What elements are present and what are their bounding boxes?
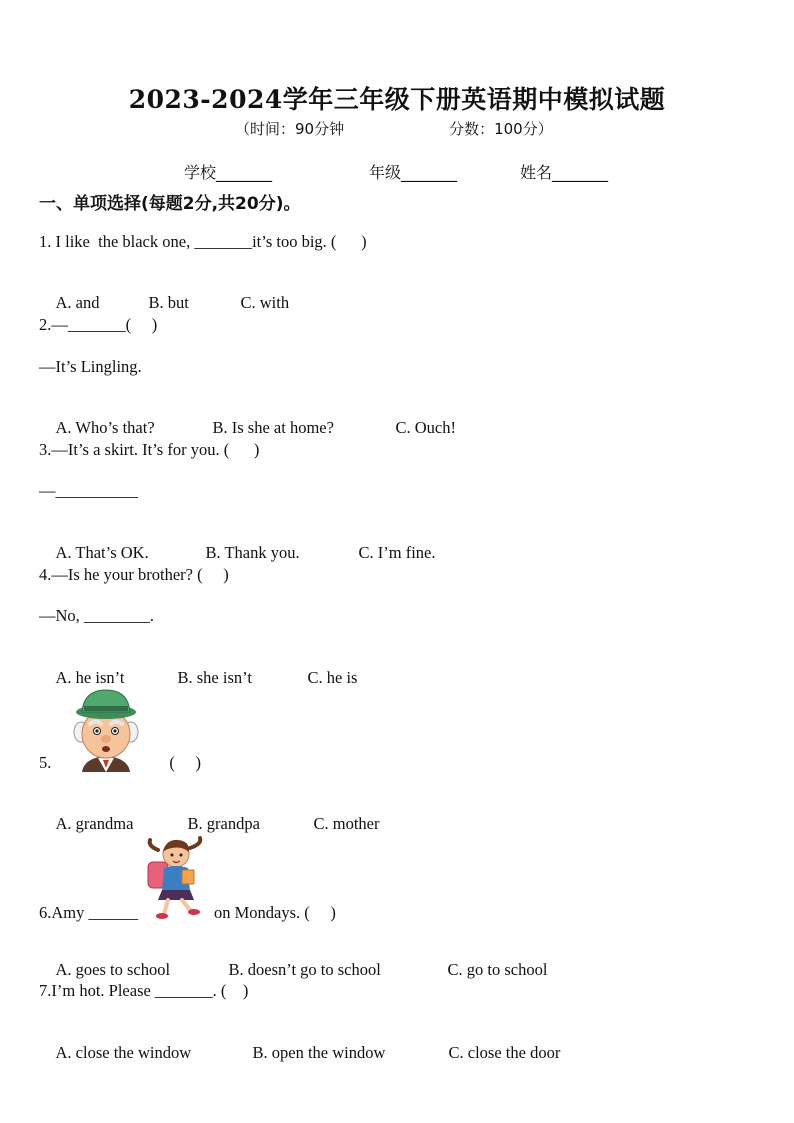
question-7-options [39,1023,560,1083]
option-c: C. mother [313,814,380,833]
exam-subtitle [235,118,553,139]
option-a: A. he isn’t [55,668,125,687]
option-a: A. and [55,293,100,312]
option-a: A. That’s OK. [55,543,149,562]
exam-title: 2023-2024学年三年级下册英语期中模拟试题 [128,85,666,114]
exam-score: 分数：100分） [449,120,553,138]
question-1-stem: 1. I like the black one, _______it’s too big. ( ) [39,232,367,251]
option-b: B. but [148,293,189,312]
grade-field: 年级_______ [369,163,458,182]
question-3-stem: 3.—It’s a skirt. It’s for you. ( ) [39,440,260,459]
question-4-reply: —No, ________. [39,606,155,625]
option-c: C. I’m fine. [358,543,436,562]
option-b: B. grandpa [187,814,260,833]
question-5-stem [39,753,201,773]
question-6-stem [39,903,336,923]
option-b: B. Is she at home? [212,418,334,437]
school-field: 学校_______ [184,163,273,182]
option-b: B. Thank you. [205,543,300,562]
question-2-reply: —It’s Lingling. [39,357,142,376]
option-c: C. with [240,293,290,312]
option-a: A. Who’s that? [55,418,155,437]
exam-time: （时间：90分钟 [235,120,345,138]
option-b: B. she isn’t [177,668,252,687]
option-a: A. goes to school [55,960,171,979]
option-a: A. grandma [55,814,134,833]
section-title: 一、单项选择(每题2分,共20分)。 [39,194,301,214]
question-5-options [39,794,380,854]
question-2-stem: 2.—_______( ) [39,315,158,334]
option-b: B. doesn’t go to school [228,960,381,979]
question-5-blank: ( ) [169,753,201,772]
question-5-number: 5. [39,753,52,772]
question-6-stem-start: 6.Amy ______ [39,903,138,922]
question-6-stem-end: on Mondays. ( ) [214,903,336,922]
option-c: C. Ouch! [395,418,456,437]
option-b: B. open the window [252,1043,386,1062]
question-3-reply: —__________ [39,481,138,500]
option-a: A. close the window [55,1043,192,1062]
option-c: C. close the door [448,1043,561,1062]
question-4-stem: 4.—Is he your brother? ( ) [39,565,229,584]
question-7-stem: 7.I’m hot. Please _______. ( ) [39,981,249,1000]
option-c: C. he is [307,668,358,687]
option-c: C. go to school [447,960,548,979]
name-field: 姓名_______ [520,163,609,182]
